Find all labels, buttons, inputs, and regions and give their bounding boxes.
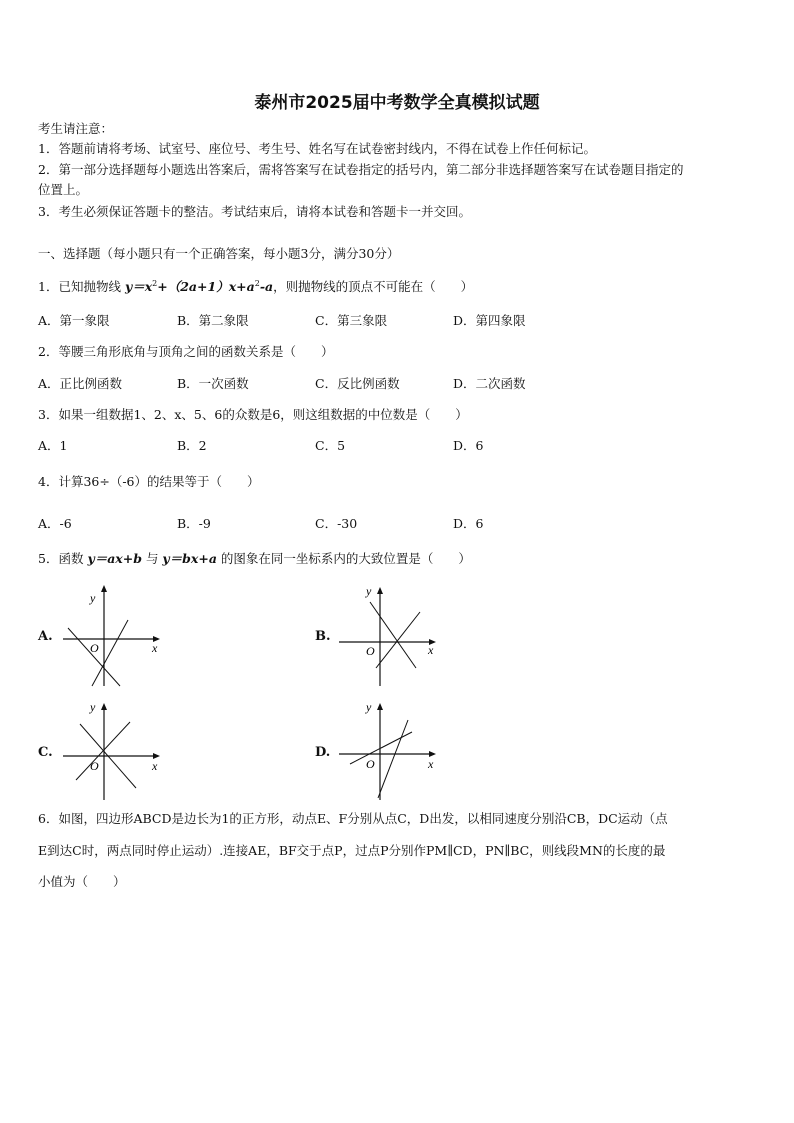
q1-option-b: B．第二象限 [177,313,249,328]
question-5 [38,551,471,567]
q2-option-b: B．一次函数 [177,376,249,391]
q5-mid: 与 [141,551,163,566]
q4-option-b: B．-9 [177,516,211,531]
notice-item-3: 3．考生必须保证答题卡的整洁。考试结束后，请将本试卷和答题卡一并交回。 [38,204,471,219]
q5-graph-a [60,582,165,690]
question-3: 3．如果一组数据1、2、x、5、6的众数是6，则这组数据的中位数是（ ） [38,407,468,422]
q2-option-d: D．二次函数 [453,376,526,391]
page-title: 泰州市2025届中考数学全真模拟试题 [254,93,540,113]
notice-item-2: 2．第一部分选择题每小题选出答案后，需将答案写在试卷指定的括号内，第二部分非选择题答案写在试卷题目指定的 [38,162,684,177]
q5-graph-a-label: A. [38,629,53,644]
q2-option-a: A．正比例函数 [38,376,123,391]
q5-graph-c [60,698,165,804]
question-6-line-3: 小值为（ ） [38,874,126,889]
q5-prefix: 5．函数 [38,551,88,566]
q5-graph-b-origin: O [366,644,375,658]
q5-graph-b-label: B. [315,629,331,644]
q5-function-1: y＝ax+b [87,551,142,566]
q4-option-a: A．-6 [38,516,72,531]
q3-option-b: B．2 [177,438,207,453]
q5-graph-a-origin: O [90,641,99,655]
q5-graph-b [336,582,441,690]
question-4: 4．计算36÷（-6）的结果等于（ ） [38,474,260,489]
q1-option-d: D．第四象限 [453,313,526,328]
q5-graph-b-x-label: x [428,643,434,657]
q5-graph-d-origin: O [366,757,375,771]
q3-option-a: A．1 [38,438,68,453]
q4-option-c: C．-30 [315,516,358,531]
q1-option-a: A．第一象限 [38,313,110,328]
question-1 [38,276,473,295]
q1-formula-exp2: 2 [254,279,260,288]
q5-suffix: 的图象在同一坐标系内的大致位置是（ ） [216,551,471,566]
q5-graph-c-label: C. [38,745,53,760]
q1-formula-x: ＝x [132,279,153,295]
notice-heading: 考生请注意： [38,121,114,136]
q4-option-d: D．6 [453,516,484,531]
q1-prefix: 1．已知抛物线 [38,279,125,295]
question-6-line-2: E到达C时，两点同时停止运动）.连接AE，BF交于点P，过点P分别作PM∥CD，PN∥BC，则线段MN的长度的最 [38,843,666,858]
q1-suffix: ，则抛物线的顶点不可能在（ ） [273,279,474,295]
q5-graph-a-y-label: y [90,591,96,605]
notice-item-1: 1．答题前请将考场、试室号、座位号、考生号、姓名写在试卷密封线内，不得在试卷上作任何标记。 [38,141,596,156]
q5-graph-c-y-label: y [90,700,96,714]
q2-option-c: C．反比例函数 [315,376,400,391]
q3-option-c: C．5 [315,438,346,453]
q5-graph-d [336,698,441,804]
q5-graph-d-y-label: y [366,700,372,714]
q1-option-c: C．第三象限 [315,313,388,328]
q3-option-d: D．6 [453,438,484,453]
q5-graph-b-y-label: y [366,584,372,598]
q1-formula-mid: +（2a+1）x+a [157,279,255,295]
q5-graph-c-x-label: x [152,759,158,773]
q1-formula-exp1: 2 [152,279,158,288]
section-heading: 一、选择题（每小题只有一个正确答案，每小题3分，满分30分） [38,246,400,261]
q1-formula-end: -a [259,279,274,295]
q5-graph-c-origin: O [90,759,99,773]
q5-graph-a-x-label: x [152,641,158,655]
q1-formula-y: y [124,279,133,295]
question-2: 2．等腰三角形底角与顶角之间的函数关系是（ ） [38,344,334,359]
question-6-line-1: 6．如图，四边形ABCD是边长为1的正方形，动点E、F分别从点C，D出发，以相同速度分别沿CB，DC运动（点 [38,811,668,826]
q5-function-2: y＝bx+a [162,551,217,566]
q5-graph-d-x-label: x [428,757,434,771]
notice-item-2-cont: 位置上。 [38,182,89,197]
q5-graph-d-label: D. [315,745,331,760]
